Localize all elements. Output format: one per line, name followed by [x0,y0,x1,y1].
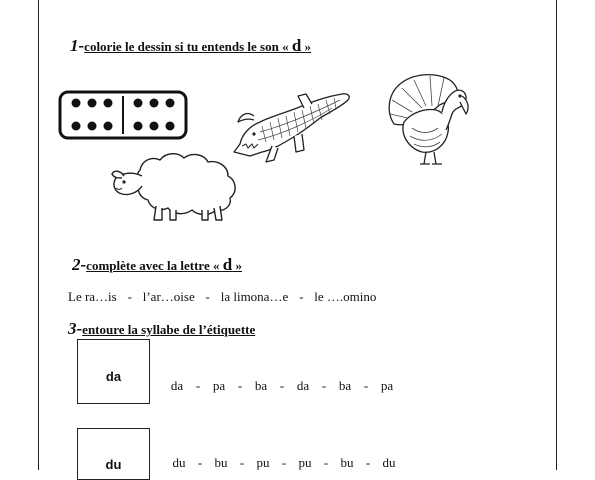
syllable-row-1 [168,378,396,394]
syllable-separator: - [281,455,287,470]
syllable-separator: - [365,455,371,470]
sheep-icon[interactable] [110,148,244,224]
section-3-heading [68,319,255,339]
syllable[interactable]: da [296,378,310,393]
word-limonaDe[interactable]: la limona…e [220,289,289,304]
section-1-instruction-text: colorie le dessin si tu entends le son « [84,39,292,54]
word-separator: - [299,289,304,304]
syllable[interactable]: pa [380,378,394,393]
section-1-heading [70,36,311,56]
section-2-number: 2- [72,255,87,274]
label-text: da [105,369,122,384]
section-1-letter: d [291,36,302,55]
section-2-close: » [232,258,242,273]
syllable-separator: - [195,378,201,393]
section-1-close: » [301,39,312,54]
word-arDoise[interactable]: l’ar…oise [142,289,195,304]
syllable-separator: - [197,455,203,470]
word-separator: - [205,289,210,304]
section-1-number: 1- [70,36,85,55]
syllable[interactable]: bu [214,455,228,470]
syllable[interactable]: pa [212,378,226,393]
domino-icon[interactable] [58,90,188,140]
syllable-separator: - [237,378,243,393]
label-text: du [105,457,122,472]
section-2-instruction [86,255,242,274]
syllable[interactable]: ba [338,378,352,393]
section-2-heading [72,255,242,275]
section-3-instruction: entoure la syllabe de l’étiquette [82,322,256,337]
word-Domino[interactable]: le ….omino [314,289,377,304]
syllable[interactable]: pu [256,455,270,470]
syllable[interactable]: ba [254,378,268,393]
word-separator: - [127,289,132,304]
syllable[interactable]: da [170,378,184,393]
syllable[interactable]: du [382,455,396,470]
page-border-left [38,0,39,470]
crocodile-icon[interactable] [232,86,354,168]
syllable-separator: - [323,455,329,470]
syllable-separator: - [321,378,327,393]
syllable-separator: - [363,378,369,393]
fill-in-words-line [68,289,376,305]
section-2-letter: d [222,255,233,274]
section-3-number: 3- [68,319,83,338]
word-raDis[interactable]: Le ra…is [68,289,117,304]
syllable[interactable]: du [172,455,186,470]
label-box-da [77,339,150,404]
syllable-separator: - [239,455,245,470]
turkey-icon[interactable] [382,72,474,168]
syllable-row-2 [170,455,398,471]
label-box-du [77,428,150,480]
syllable[interactable]: pu [298,455,312,470]
page-border-right [556,0,557,470]
syllable-separator: - [279,378,285,393]
section-2-instruction-text: complète avec la lettre « [86,258,223,273]
syllable[interactable]: bu [340,455,354,470]
section-1-instruction [84,36,312,55]
